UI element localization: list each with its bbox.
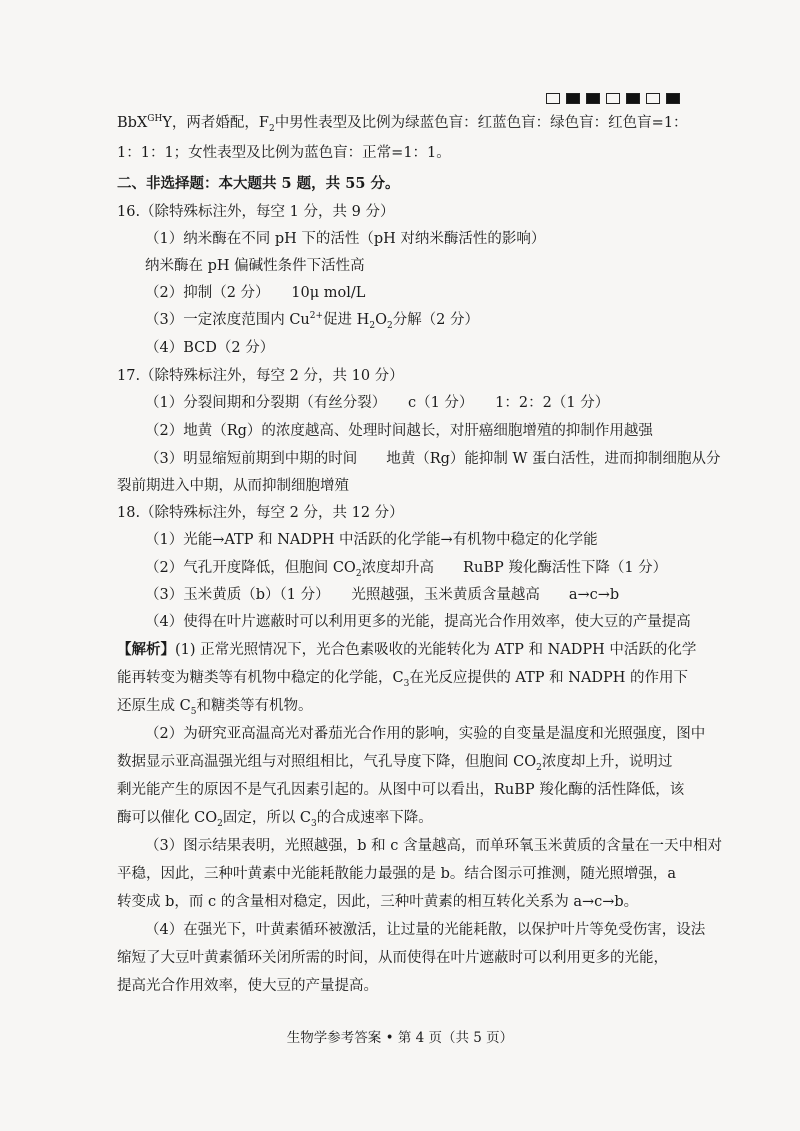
q17-heading: 17.（除特殊标注外，每空 2 分，共 10 分）	[117, 368, 404, 384]
analysis-1-line-3: 还原生成 $C_5$和糖类等有机物。	[117, 698, 313, 717]
q15-line-2: 1：1：1；女性表型及比例为蓝色盲：正常=1：1。	[117, 145, 451, 161]
analysis-4-line-2: 缩短了大豆叶黄素循环关闭所需的时间，从而使得在叶片遮蔽时可以利用更多的光能，	[117, 950, 668, 966]
q16-answer-2: （2）抑制（2 分） 10μ mol/L	[145, 285, 366, 301]
analysis-2-line-2: 数据显示亚高温强光组与对照组相比，气孔导度下降，但胞间 $CO_2$浓度却上升，说明过	[117, 754, 673, 773]
analysis-3-line-2: 平稳，因此，三种叶黄素中光能耗散能力最强的是 b。结合图示可推测，随光照增强，a	[117, 866, 677, 882]
analysis-3-line-1: （3）图示结果表明，光照越强，b 和 c 含量越高，而单环氧玉米黄质的含量在一天中相对	[145, 838, 722, 854]
analysis-1-line-1: 【解析】(1) 正常光照情况下，光合色素吸收的光能转化为 ATP 和 NADPH 中活跃的化学	[117, 641, 697, 658]
q18-answer-2: （2）气孔开度降低，但胞间 $CO_2$浓度却升高 RuBP 羧化酶活性下降（1 分）	[145, 560, 668, 579]
page-footer: 生物学参考答案 • 第 4 页（共 5 页）	[286, 1030, 514, 1046]
analysis-3-line-3: 转变成 b，而 c 的含量相对稳定，因此，三种叶黄素的相互转化关系为 a→c→b。	[117, 894, 639, 910]
empty-square-icon	[606, 93, 620, 104]
q17-answer-3: （3）明显缩短前期到中期的时间 地黄（Rg）能抑制 W 蛋白活性，进而抑制细胞从分	[145, 451, 721, 467]
q16-answer-4: （4）BCD（2 分）	[145, 340, 275, 356]
q17-answer-3b: 裂前期进入中期，从而抑制细胞增殖	[117, 478, 349, 494]
q16-answer-1b: 纳米酶在 pH 偏碱性条件下活性高	[145, 258, 365, 274]
header-marks	[546, 93, 680, 104]
q17-answer-2: （2）地黄（Rg）的浓度越高、处理时间越长，对肝癌细胞增殖的抑制作用越强	[145, 423, 653, 439]
analysis-2-line-3: 剩光能产生的原因不是气孔因素引起的。从图中可以看出，RuBP 羧化酶的活性降低，该	[117, 782, 685, 798]
analysis-4-line-1: （4）在强光下，叶黄素循环被激活，让过量的光能耗散，以保护叶片等免受伤害，设法	[145, 922, 706, 938]
empty-square-icon	[546, 93, 560, 104]
q18-answer-1: （1）光能→ATP 和 NADPH 中活跃的化学能→有机物中稳定的化学能	[145, 532, 598, 548]
q17-answer-1: （1）分裂间期和分裂期（有丝分裂） c（1 分） 1：2：2（1 分）	[145, 395, 610, 411]
empty-square-icon	[646, 93, 660, 104]
filled-square-icon	[586, 93, 600, 104]
q18-answer-4: （4）使得在叶片遮蔽时可以利用更多的光能，提高光合作用效率，使大豆的产量提高	[145, 614, 691, 630]
analysis-label: 【解析】	[117, 641, 175, 658]
analysis-2-line-1: （2）为研究亚高温高光对番茄光合作用的影响，实验的自变量是温度和光照强度，图中	[145, 726, 706, 742]
analysis-4-line-3: 提高光合作用效率，使大豆的产量提高。	[117, 978, 378, 994]
q16-answer-1: （1）纳米酶在不同 pH 下的活性（pH 对纳米酶活性的影响）	[145, 231, 546, 247]
filled-square-icon	[626, 93, 640, 104]
filled-square-icon	[566, 93, 580, 104]
analysis-1-line-2: 能再转变为糖类等有机物中稳定的化学能，$C_3$在光反应提供的 ATP 和 NADPH 的作用下	[117, 670, 689, 689]
analysis-2-line-4: 酶可以催化 $CO_2$固定，所以 $C_3$的合成速率下降。	[117, 810, 433, 829]
q18-heading: 18.（除特殊标注外，每空 2 分，共 12 分）	[117, 505, 404, 521]
q16-answer-3: （3）一定浓度范围内 $Cu^{2+}$促进 $H_2O_2$分解（2 分）	[145, 311, 480, 331]
q18-answer-3: （3）玉米黄质（b）（1 分） 光照越强，玉米黄质含量越高 a→c→b	[145, 587, 620, 603]
section-heading: 二、非选择题：本大题共 5 题，共 55 分。	[117, 175, 400, 192]
q15-line-1: BbX$^{GH}$Y，两者婚配，$F_2$中男性表型及比例为绿蓝色盲：红蓝色盲：绿色盲：红色盲=1：	[117, 114, 688, 134]
filled-square-icon	[666, 93, 680, 104]
q16-heading: 16.（除特殊标注外，每空 1 分，共 9 分）	[117, 204, 395, 220]
